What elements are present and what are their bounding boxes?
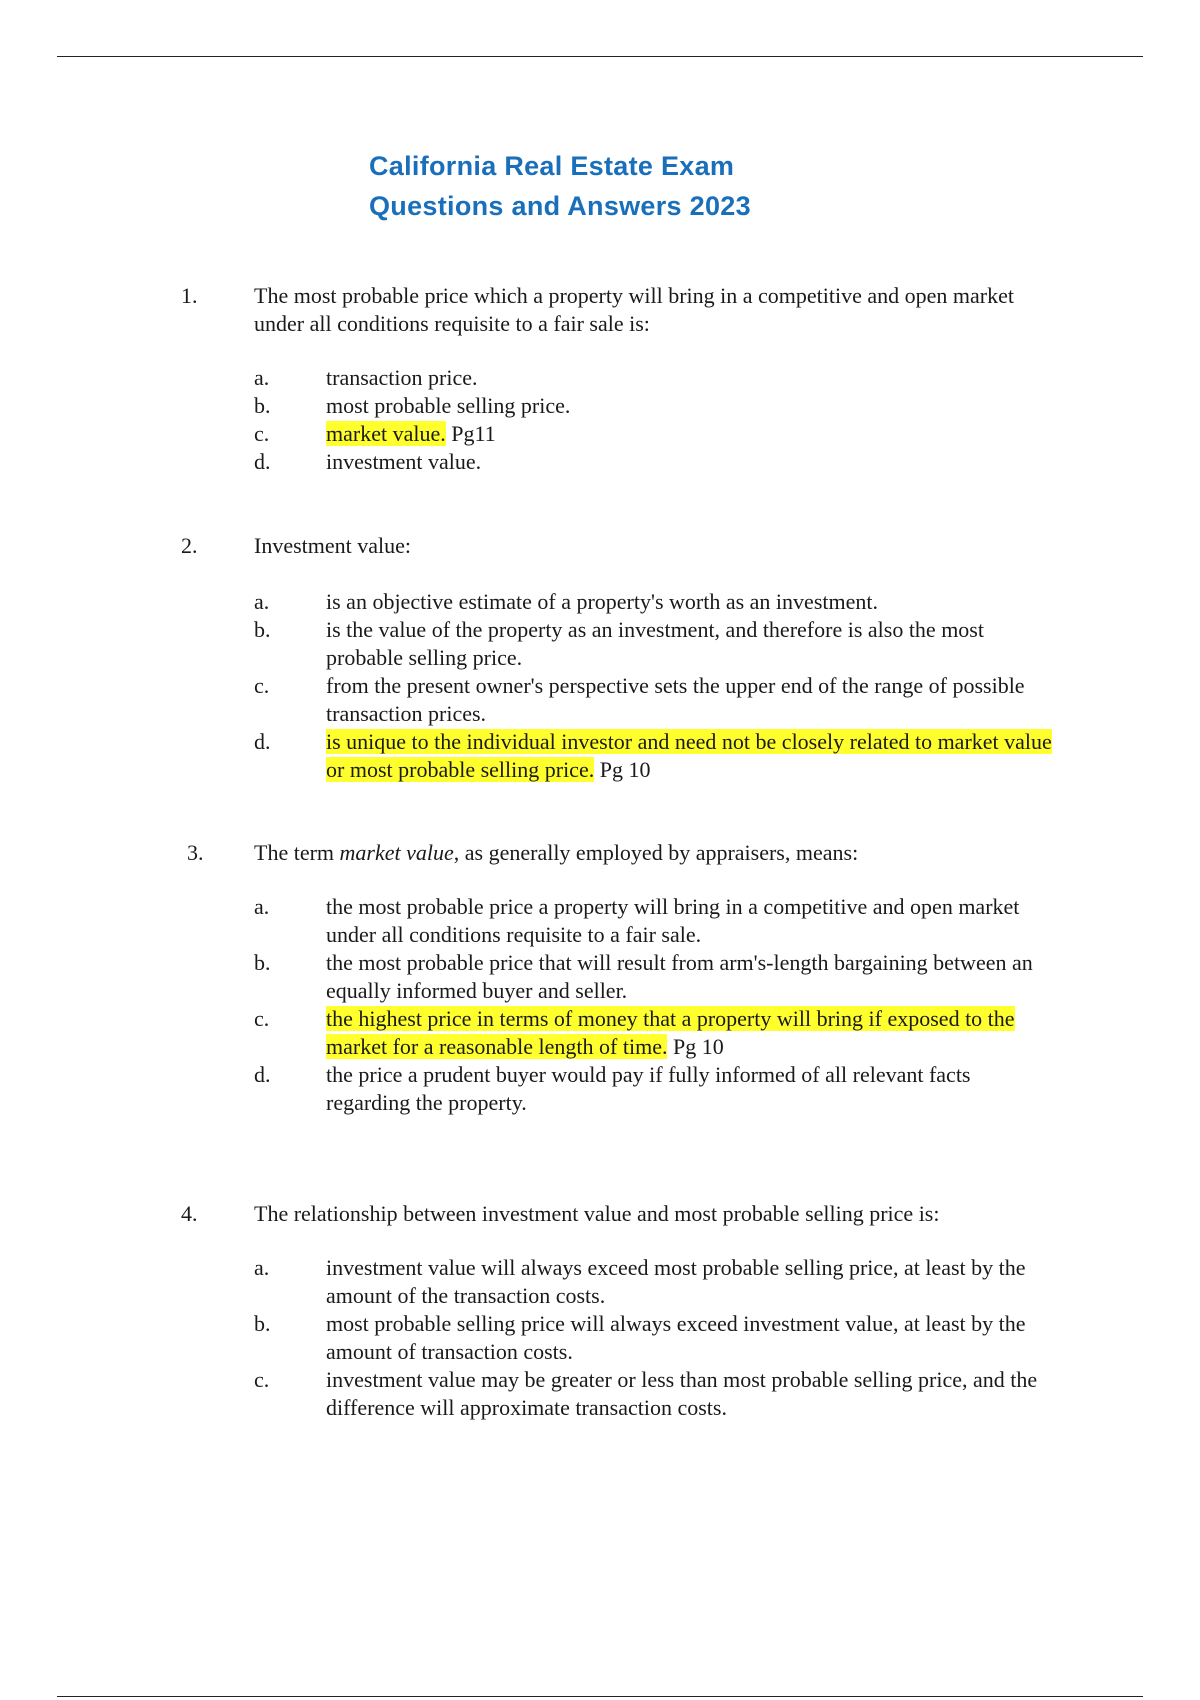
option-letter: c. bbox=[254, 1006, 270, 1031]
option-letter: b. bbox=[254, 393, 271, 418]
question-number: 4. bbox=[181, 1201, 198, 1226]
highlighted-answer: the highest price in terms of money that a property will bring if exposed to the market for a reasonable length of time. bbox=[326, 1006, 1015, 1059]
option-list bbox=[0, 588, 1200, 784]
option-letter: c. bbox=[254, 1367, 270, 1392]
option-letter: d. bbox=[254, 729, 271, 754]
option-text: most probable selling price. bbox=[326, 393, 571, 418]
option-text: is the value of the property as an investment, and therefore is also the most probable selling price. bbox=[326, 617, 984, 670]
option-letter: d. bbox=[254, 1062, 271, 1087]
question-number: 2. bbox=[181, 533, 198, 558]
option-letter: a. bbox=[254, 365, 270, 390]
question-text-end: , as generally employed by appraisers, means: bbox=[453, 840, 859, 865]
option-letter: a. bbox=[254, 589, 270, 614]
option-b bbox=[0, 392, 1200, 420]
question-text: Investment value: bbox=[254, 533, 412, 558]
option-letter: d. bbox=[254, 449, 271, 474]
option-a bbox=[0, 588, 1200, 616]
option-text: the most probable price a property will bring in a competitive and open market under all conditions requisite to a fair sale. bbox=[326, 894, 1020, 947]
option-d-correct bbox=[0, 728, 1200, 784]
option-c bbox=[0, 672, 1200, 728]
bottom-rule bbox=[57, 1696, 1143, 1697]
option-a bbox=[0, 1254, 1200, 1310]
option-text bbox=[326, 1005, 1056, 1061]
top-rule bbox=[57, 56, 1143, 57]
option-d bbox=[0, 1061, 1200, 1117]
title-line-1: California Real Estate Exam bbox=[369, 151, 735, 181]
option-b bbox=[0, 1310, 1200, 1366]
highlighted-answer: market value. bbox=[326, 421, 446, 446]
option-text: investment value. bbox=[326, 449, 482, 474]
title-line-2: Questions and Answers 2023 bbox=[369, 191, 751, 221]
page-reference: Pg 10 bbox=[594, 757, 651, 782]
option-b bbox=[0, 616, 1200, 672]
option-text: is an objective estimate of a property's worth as an investment. bbox=[326, 589, 878, 614]
option-a bbox=[0, 893, 1200, 949]
option-text: the most probable price that will result from arm's-length bargaining between an equally informed buyer and seller. bbox=[326, 950, 1033, 1003]
question-text-emphasis: market value bbox=[339, 840, 454, 865]
question-number: 3. bbox=[187, 840, 204, 865]
option-text: investment value will always exceed most probable selling price, at least by the amount of the transaction costs. bbox=[326, 1255, 1026, 1308]
option-letter: b. bbox=[254, 1311, 271, 1336]
option-text: from the present owner's perspective sets the upper end of the range of possible transaction prices. bbox=[326, 673, 1025, 726]
option-c bbox=[0, 1366, 1200, 1422]
question-text-start: The term bbox=[254, 840, 340, 865]
question-text: The most probable price which a property will bring in a competitive and open market under all conditions requisite to a fair sale is: bbox=[254, 283, 1014, 336]
option-text: most probable selling price will always exceed investment value, at least by the amount of transaction costs. bbox=[326, 1311, 1026, 1364]
option-c-correct bbox=[0, 1005, 1200, 1061]
option-b bbox=[0, 949, 1200, 1005]
highlighted-answer: is unique to the individual investor and need not be closely related to market value or most probable selling price. bbox=[326, 729, 1052, 782]
option-letter: a. bbox=[254, 1255, 270, 1280]
question-number: 1. bbox=[181, 283, 198, 308]
option-text: transaction price. bbox=[326, 365, 478, 390]
option-letter: c. bbox=[254, 421, 270, 446]
question-text bbox=[254, 839, 1054, 867]
option-letter: c. bbox=[254, 673, 270, 698]
document-title bbox=[369, 146, 751, 226]
option-text: investment value may be greater or less than most probable selling price, and the difference will approximate transaction costs. bbox=[326, 1367, 1038, 1420]
option-a bbox=[0, 364, 1200, 392]
option-list bbox=[0, 1254, 1200, 1422]
option-list bbox=[0, 893, 1200, 1117]
option-text: the price a prudent buyer would pay if fully informed of all relevant facts regarding the property. bbox=[326, 1062, 971, 1115]
option-d bbox=[0, 448, 1200, 476]
option-letter: a. bbox=[254, 894, 270, 919]
question-text: The relationship between investment value and most probable selling price is: bbox=[254, 1201, 940, 1226]
option-list bbox=[0, 364, 1200, 476]
option-c-correct bbox=[0, 420, 1200, 448]
page-reference: Pg11 bbox=[445, 421, 496, 446]
option-text bbox=[326, 420, 1056, 448]
option-text bbox=[326, 728, 1056, 784]
option-letter: b. bbox=[254, 950, 271, 975]
option-letter: b. bbox=[254, 617, 271, 642]
page-reference: Pg 10 bbox=[667, 1034, 724, 1059]
